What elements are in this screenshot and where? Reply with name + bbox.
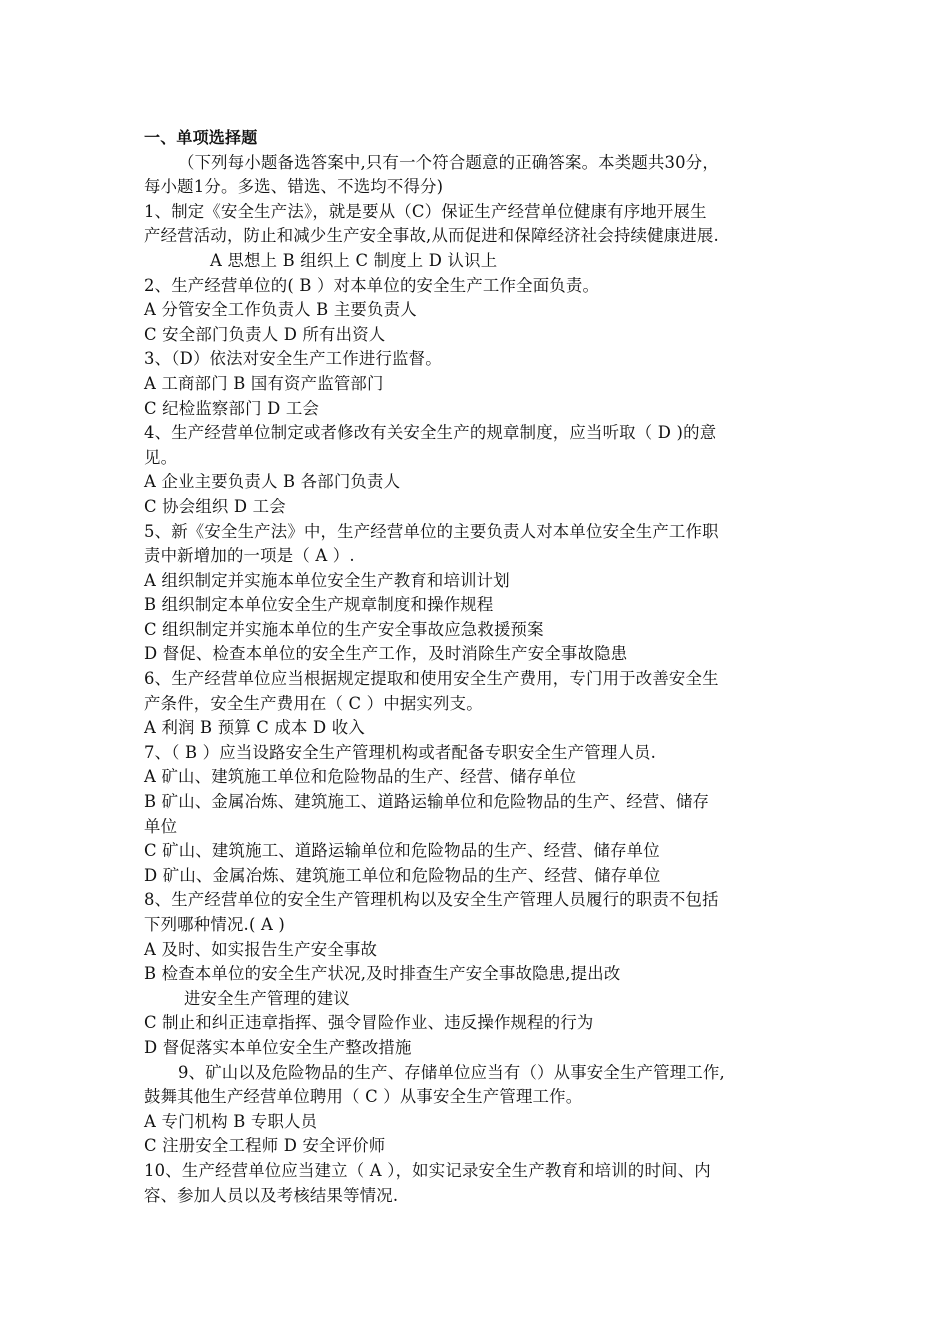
question-4-line-1: 4、生产经营单位制定或者修改有关安全生产的规章制度，应当听取（ D )的意 bbox=[144, 423, 717, 443]
question-2-stem: 2、生产经营单位的( B ）对本单位的安全生产工作全面负责。 bbox=[144, 275, 600, 295]
question-7-option-b-line-2: 单位 bbox=[144, 816, 178, 836]
question-6-options: A 利润 B 预算 C 成本 D 收入 bbox=[144, 718, 365, 738]
question-10-line-2: 容、参加人员以及考核结果等情况. bbox=[144, 1185, 399, 1205]
question-1-line-1: 1、制定《安全生产法》，就是要从（C）保证生产经营单位健康有序地开展生 bbox=[144, 201, 707, 221]
question-8-option-b-line-2: 进安全生产管理的建议 bbox=[184, 988, 350, 1008]
question-8-line-1: 8、生产经营单位的安全生产管理机构以及安全生产管理人员履行的职责不包括 bbox=[144, 890, 719, 910]
question-5-option-a: A 组织制定并实施本单位安全生产教育和培训计划 bbox=[144, 570, 510, 590]
question-8-option-c: C 制止和纠正违章指挥、强令冒险作业、违反操作规程的行为 bbox=[144, 1013, 594, 1033]
question-7-option-c: C 矿山、建筑施工、道路运输单位和危险物品的生产、经营、储存单位 bbox=[144, 841, 660, 861]
question-6-line-2: 产条件，安全生产费用在（ C ）中据实列支。 bbox=[144, 693, 483, 713]
question-9-line-2: 鼓舞其他生产经营单位聘用（ C ）从事安全生产管理工作。 bbox=[144, 1087, 583, 1107]
question-7-stem: 7、（ B ）应当设路安全生产管理机构或者配备专职安全生产管理人员. bbox=[144, 742, 657, 762]
question-5-option-c: C 组织制定并实施本单位的生产安全事故应急救援预案 bbox=[144, 619, 544, 639]
question-4-options-cd: C 协会组织 D 工会 bbox=[144, 496, 286, 516]
question-10-line-1: 10、生产经营单位应当建立（ A ），如实记录安全生产教育和培训的时间、内 bbox=[144, 1160, 711, 1180]
question-7-option-d: D 矿山、金属冶炼、建筑施工单位和危险物品的生产、经营、储存单位 bbox=[144, 865, 661, 885]
section-title: 一、单项选择题 bbox=[144, 128, 258, 147]
question-3-options-ab: A 工商部门 B 国有资产监管部门 bbox=[144, 373, 384, 393]
question-5-line-1: 5、新《安全生产法》中，生产经营单位的主要负责人对本单位安全生产工作职 bbox=[144, 521, 719, 541]
question-2-options-ab: A 分管安全工作负责人 B 主要负责人 bbox=[144, 300, 417, 320]
question-7-option-a: A 矿山、建筑施工单位和危险物品的生产、经营、储存单位 bbox=[144, 767, 577, 787]
question-2-options-cd: C 安全部门负责人 D 所有出资人 bbox=[144, 324, 386, 344]
question-8-line-2: 下列哪种情况.( A ) bbox=[144, 915, 285, 934]
question-4-options-ab: A 企业主要负责人 B 各部门负责人 bbox=[144, 472, 401, 492]
question-4-line-2: 见。 bbox=[144, 447, 178, 467]
question-8-option-b-line-1: B 检查本单位的安全生产状况,及时排查生产安全事故隐患,提出改 bbox=[144, 964, 621, 984]
question-5-option-b: B 组织制定本单位安全生产规章制度和操作规程 bbox=[144, 595, 494, 615]
question-5-line-2: 责中新增加的一项是（ A ）. bbox=[144, 546, 355, 566]
question-1-options: A 思想上 B 组织上 C 制度上 D 认识上 bbox=[210, 250, 498, 270]
question-3-options-cd: C 纪检监察部门 D 工会 bbox=[144, 398, 320, 418]
question-7-option-b-line-1: B 矿山、金属冶炼、建筑施工、道路运输单位和危险物品的生产、经营、储存 bbox=[144, 792, 710, 812]
question-9-options-ab: A 专门机构 B 专职人员 bbox=[144, 1111, 318, 1131]
instructions-line-2: 每小题1分。多选、错选、不选均不得分) bbox=[144, 177, 444, 197]
instructions-line-1: （下列每小题备选答案中,只有一个符合题意的正确答案。本类题共30分， bbox=[178, 152, 719, 172]
question-8-option-a: A 及时、如实报告生产安全事故 bbox=[144, 939, 378, 959]
question-6-line-1: 6、生产经营单位应当根据规定提取和使用安全生产费用，专门用于改善安全生 bbox=[144, 669, 719, 689]
question-8-option-d: D 督促落实本单位安全生产整改措施 bbox=[144, 1037, 412, 1057]
question-9-line-1: 9、矿山以及危险物品的生产、存储单位应当有（）从事安全生产管理工作, bbox=[178, 1062, 725, 1082]
document-body bbox=[144, 126, 824, 1208]
question-3-stem: 3、（D）依法对安全生产工作进行监督。 bbox=[144, 349, 442, 369]
question-5-option-d: D 督促、检查本单位的安全生产工作，及时消除生产安全事故隐患 bbox=[144, 644, 628, 664]
question-9-options-cd: C 注册安全工程师 D 安全评价师 bbox=[144, 1136, 386, 1156]
question-1-line-2: 产经营活动，防止和减少生产安全事故,从而促进和保障经济社会持续健康进展. bbox=[144, 226, 719, 246]
